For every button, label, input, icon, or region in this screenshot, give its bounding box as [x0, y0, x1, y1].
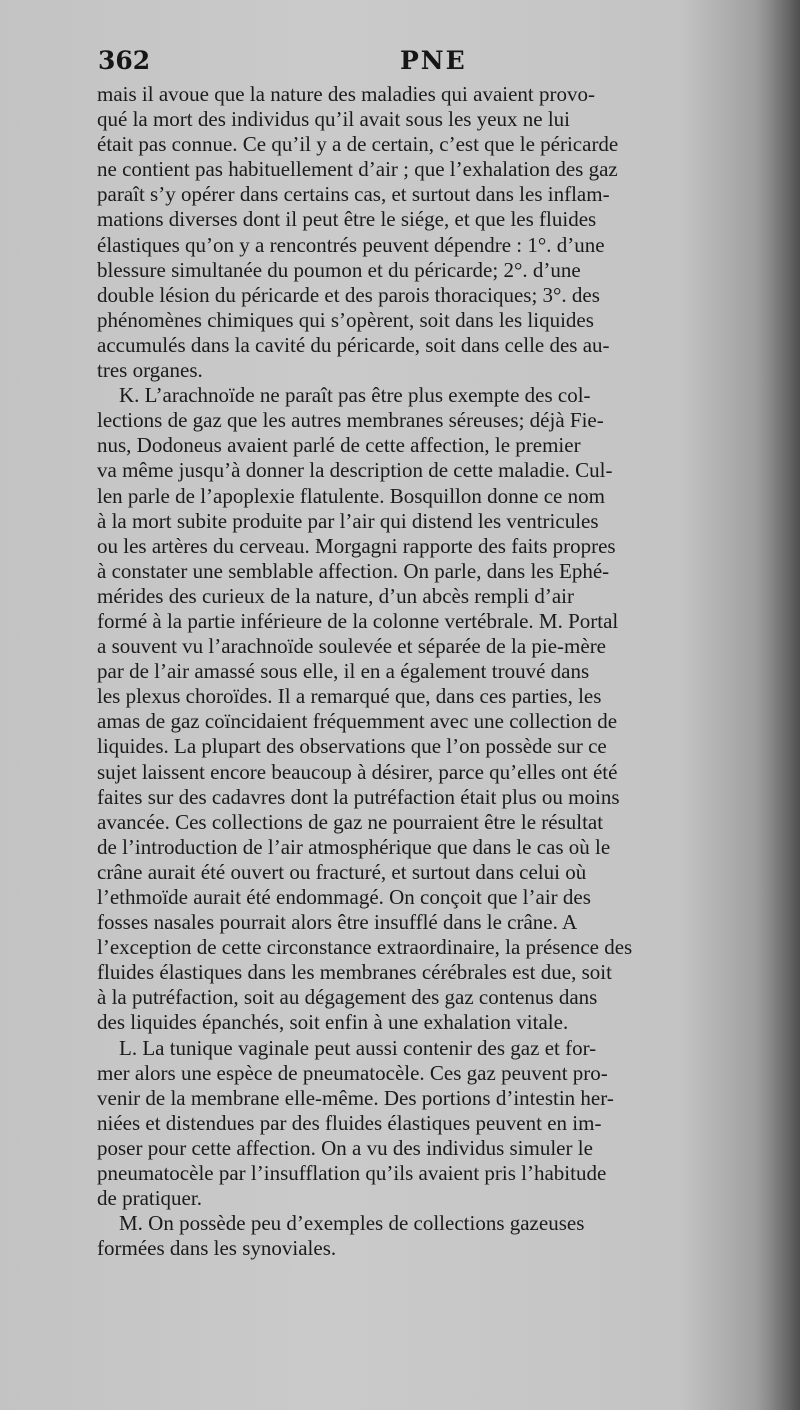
text-line: a souvent vu l’arachnoïde soulevée et séparée de la pie-mère	[97, 634, 607, 659]
text-line: amas de gaz coïncidaient fréquemment avec une collection de	[97, 709, 618, 734]
text-line: par de l’air amassé sous elle, il en a également trouvé dans	[97, 659, 590, 684]
text-line: l’ethmoïde aurait été endommagé. On conçoit que l’air des	[97, 885, 591, 909]
text-line: lections de gaz que les autres membranes séreuses; déjà Fie-	[97, 408, 604, 433]
text-line: venir de la membrane elle-même. Des portions d’intestin her-	[97, 1085, 614, 1110]
text-line: poser pour cette affection. On a vu des individus simuler le	[97, 1135, 593, 1160]
text-line: les plexus choroïdes. Il a remarqué que, dans ces parties, les	[97, 684, 602, 709]
text-line: l’exception de cette circonstance extraordinaire, la présence des	[97, 935, 633, 960]
spine-shadow	[755, 0, 800, 1410]
text-line: accumulés dans la cavité du péricarde, soit dans celle des au-	[97, 332, 610, 357]
page-number: 362	[98, 46, 151, 75]
text-line: phénomènes chimiques qui s’opèrent, soit dans les liquides	[97, 307, 594, 332]
text-line: qué la mort des individus qu’il avait sous les yeux ne lui	[97, 107, 571, 132]
text-line: double lésion du péricarde et des parois thoraciques; 3°. des	[97, 282, 600, 307]
text-line: sujet laissent encore beaucoup à désirer, parce qu’elles ont été	[97, 759, 618, 784]
text-line: faites sur des cadavres dont la putréfaction était plus ou moins	[97, 784, 620, 809]
text-line: mérides des curieux de la nature, d’un abcès rempli d’air	[97, 583, 574, 608]
text-line: fosses nasales pourrait alors être insufflé dans le crâne. A	[97, 910, 578, 935]
text-line: nus, Dodoneus avaient parlé de cette affection, le premier	[97, 433, 581, 458]
text-line: mer alors une espèce de pneumatocèle. Ces gaz peuvent pro-	[97, 1060, 608, 1085]
text-line: ne contient pas habituellement d’air ; que l’exhalation des gaz	[97, 157, 618, 182]
text-line: niées et distendues par des fluides élastiques peuvent en im-	[97, 1110, 602, 1135]
text-line: formées dans les synoviales.	[97, 1236, 337, 1261]
text-line: M. On possède peu d’exemples de collections gazeuses	[119, 1211, 585, 1236]
text-line: L. La tunique vaginale peut aussi contenir des gaz et for-	[119, 1035, 597, 1060]
page-header	[98, 46, 758, 78]
text-line: pneumatocèle par l’insufflation qu’ils avaient pris l’habitude	[97, 1161, 607, 1186]
text-line: de pratiquer.	[97, 1186, 202, 1211]
text-line: crâne aurait été ouvert ou fracturé, et surtout dans celui où	[97, 859, 587, 884]
text-line: était pas connue. Ce qu’il y a de certain, c’est que le péricarde	[97, 132, 619, 157]
text-line: élastiques qu’on y a rencontrés peuvent dépendre : 1°. d’une	[97, 232, 605, 257]
text-line: ou les artères du cerveau. Morgagni rapporte des faits propres	[97, 533, 616, 558]
text-line: paraît s’y opérer dans certains cas, et surtout dans les inflam-	[97, 182, 610, 207]
text-line: tres organes.	[97, 358, 203, 383]
text-line: à constater une semblable affection. On parle, dans les Ephé-	[97, 558, 610, 583]
text-line: mations diverses dont il peut être le siége, et que les fluides	[97, 207, 597, 232]
text-line: formé à la partie inférieure de la colonne vertébrale. M. Portal	[97, 608, 619, 633]
text-line: à la putréfaction, soit au dégagement des gaz contenus dans	[97, 985, 598, 1010]
text-line: de l’introduction de l’air atmosphérique que dans le cas où le	[97, 834, 611, 859]
text-line: len parle de l’apoplexie flatulente. Bosquillon donne ce nom	[97, 483, 605, 508]
text-line: fluides élastiques dans les membranes cérébrales est due, soit	[97, 960, 612, 985]
text-line: mais il avoue que la nature des maladies qui avaient provo-	[97, 82, 596, 106]
text-line: liquides. La plupart des observations que l’on possède sur ce	[97, 734, 607, 759]
text-line: va même jusqu’à donner la description de cette maladie. Cul-	[97, 458, 613, 483]
running-head: PNE	[400, 46, 467, 75]
text-line: blessure simultanée du poumon et du péricarde; 2°. d’une	[97, 257, 581, 282]
text-line: avancée. Ces collections de gaz ne pourraient être le résultat	[97, 809, 604, 834]
text-line: K. L’arachnoïde ne paraît pas être plus exempte des col-	[119, 383, 591, 408]
body-text	[97, 82, 761, 1261]
text-line: à la mort subite produite par l’air qui distend les ventricules	[97, 508, 599, 533]
text-line: des liquides épanchés, soit enfin à une exhalation vitale.	[97, 1010, 569, 1035]
